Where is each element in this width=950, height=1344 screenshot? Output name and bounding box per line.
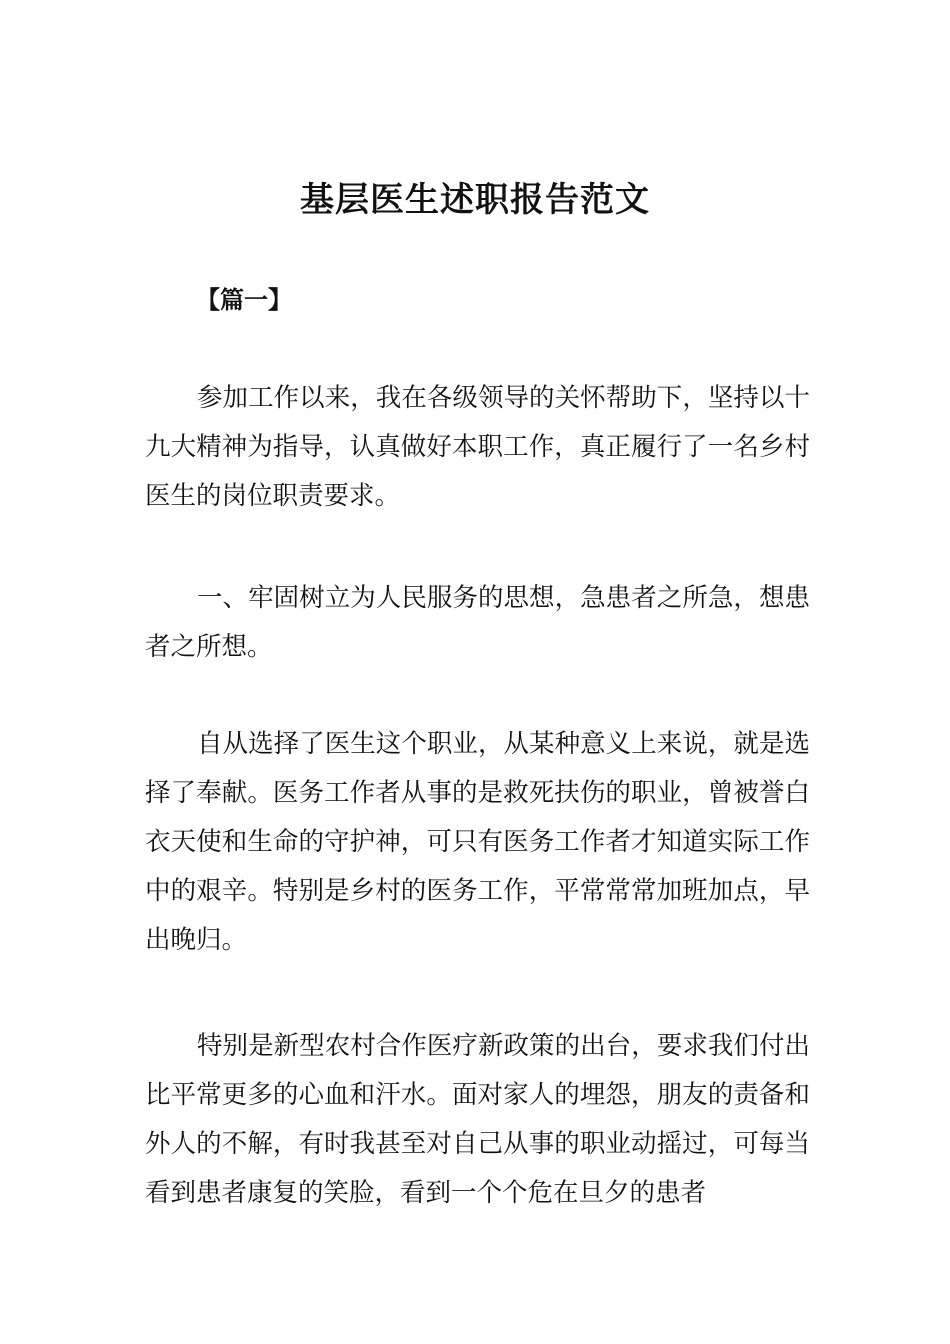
- paragraph-1: 参加工作以来，我在各级领导的关怀帮助下，坚持以十九大精神为指导，认真做好本职工作，真正履行了一名乡村医生的岗位职责要求。: [145, 383, 810, 511]
- paragraph-3: 自从选择了医生这个职业，从某种意义上来说，就是选择了奉献。医务工作者从事的是救死扶伤的职业，曾被誉白衣天使和生命的守护神，可只有医务工作者才知道实际工作中的艰辛。特别是乡村的医务工作，平常常常加班加点，早出晚归。: [145, 729, 810, 955]
- document-title: 基层医生述职报告范文: [300, 180, 650, 220]
- section-label: 【篇一】: [196, 286, 292, 314]
- paragraph-4: 特别是新型农村合作医疗新政策的出台，要求我们付出比平常更多的心血和汗水。面对家人的埋怨，朋友的责备和外人的不解，有时我甚至对自己从事的职业动摇过，可每当看到患者康复的笑脸，看到一个个危在旦夕的患者: [145, 1031, 810, 1208]
- paragraph-2: 一、牢固树立为人民服务的思想，急患者之所急，想患者之所想。: [145, 583, 810, 662]
